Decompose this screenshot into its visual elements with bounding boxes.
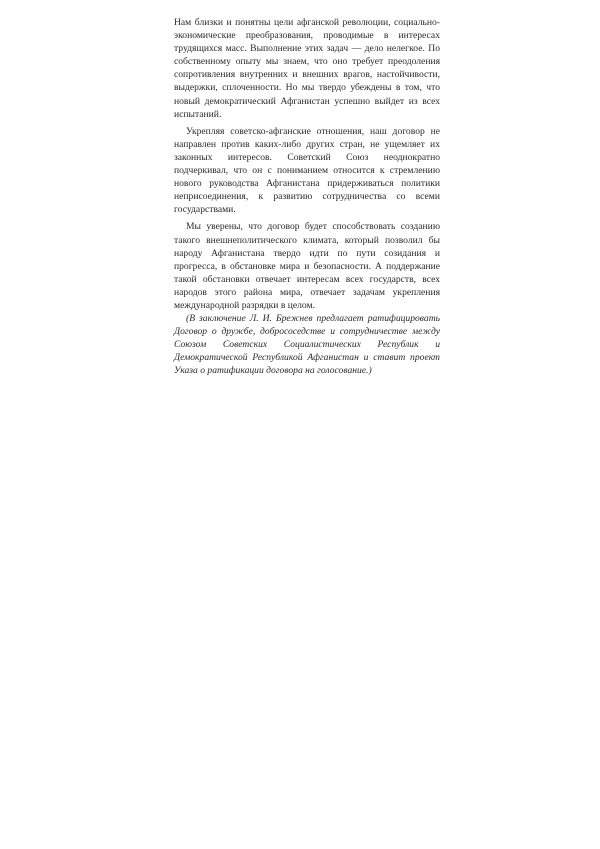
paragraph-treaty-not-directed: Укрепляя советско-афганские отношения, наш договор не направлен против каких-либо других стран, не ущемляет их законных интересов. Советский Союз неоднократно подчеркивал, что он с пониманием относится к стремлению нового руководства Афганистана придерживаться политики неприсоединения, к развитию сотрудничества со всеми государствами.: [174, 125, 440, 216]
paragraph-afghan-revolution-goals: Нам близки и понятны цели афганской революции, социально-экономические преобразования, проводимые в интересах трудящихся масс. Выполнение этих задач — дело нелегкое. По собственному опыту мы знаем, что оно требует преодоления сопротивления внутренних и внешних врагов, настойчивости, выдержки, сплоченности. Но мы твердо убеждены в том, что новый демократический Афганистан успешно выйдет из всех испытаний.: [174, 17, 440, 120]
text-column: [174, 16, 440, 378]
paragraph-ratification-note: (В заключение Л. И. Брежнев предлагает ратифицировать Договор о дружбе, добрососедстве и сотрудничестве между Союзом Советских Социалистических Республик и Демократической Республикой Афганистан и ставит проект Указа о ратификации договора на голосование.): [174, 313, 440, 377]
paragraph-treaty-climate: Мы уверены, что договор будет способствовать созданию такого внешнеполитического климата, который позволил бы народу Афганистана твердо идти по пути созидания и прогресса, в обстановке мира и безопасности. А поддержание такой обстановки отвечает интересам всех государств, всех народов этого района мира, отвечает задачам укрепления международной разрядки в целом.: [174, 221, 440, 311]
